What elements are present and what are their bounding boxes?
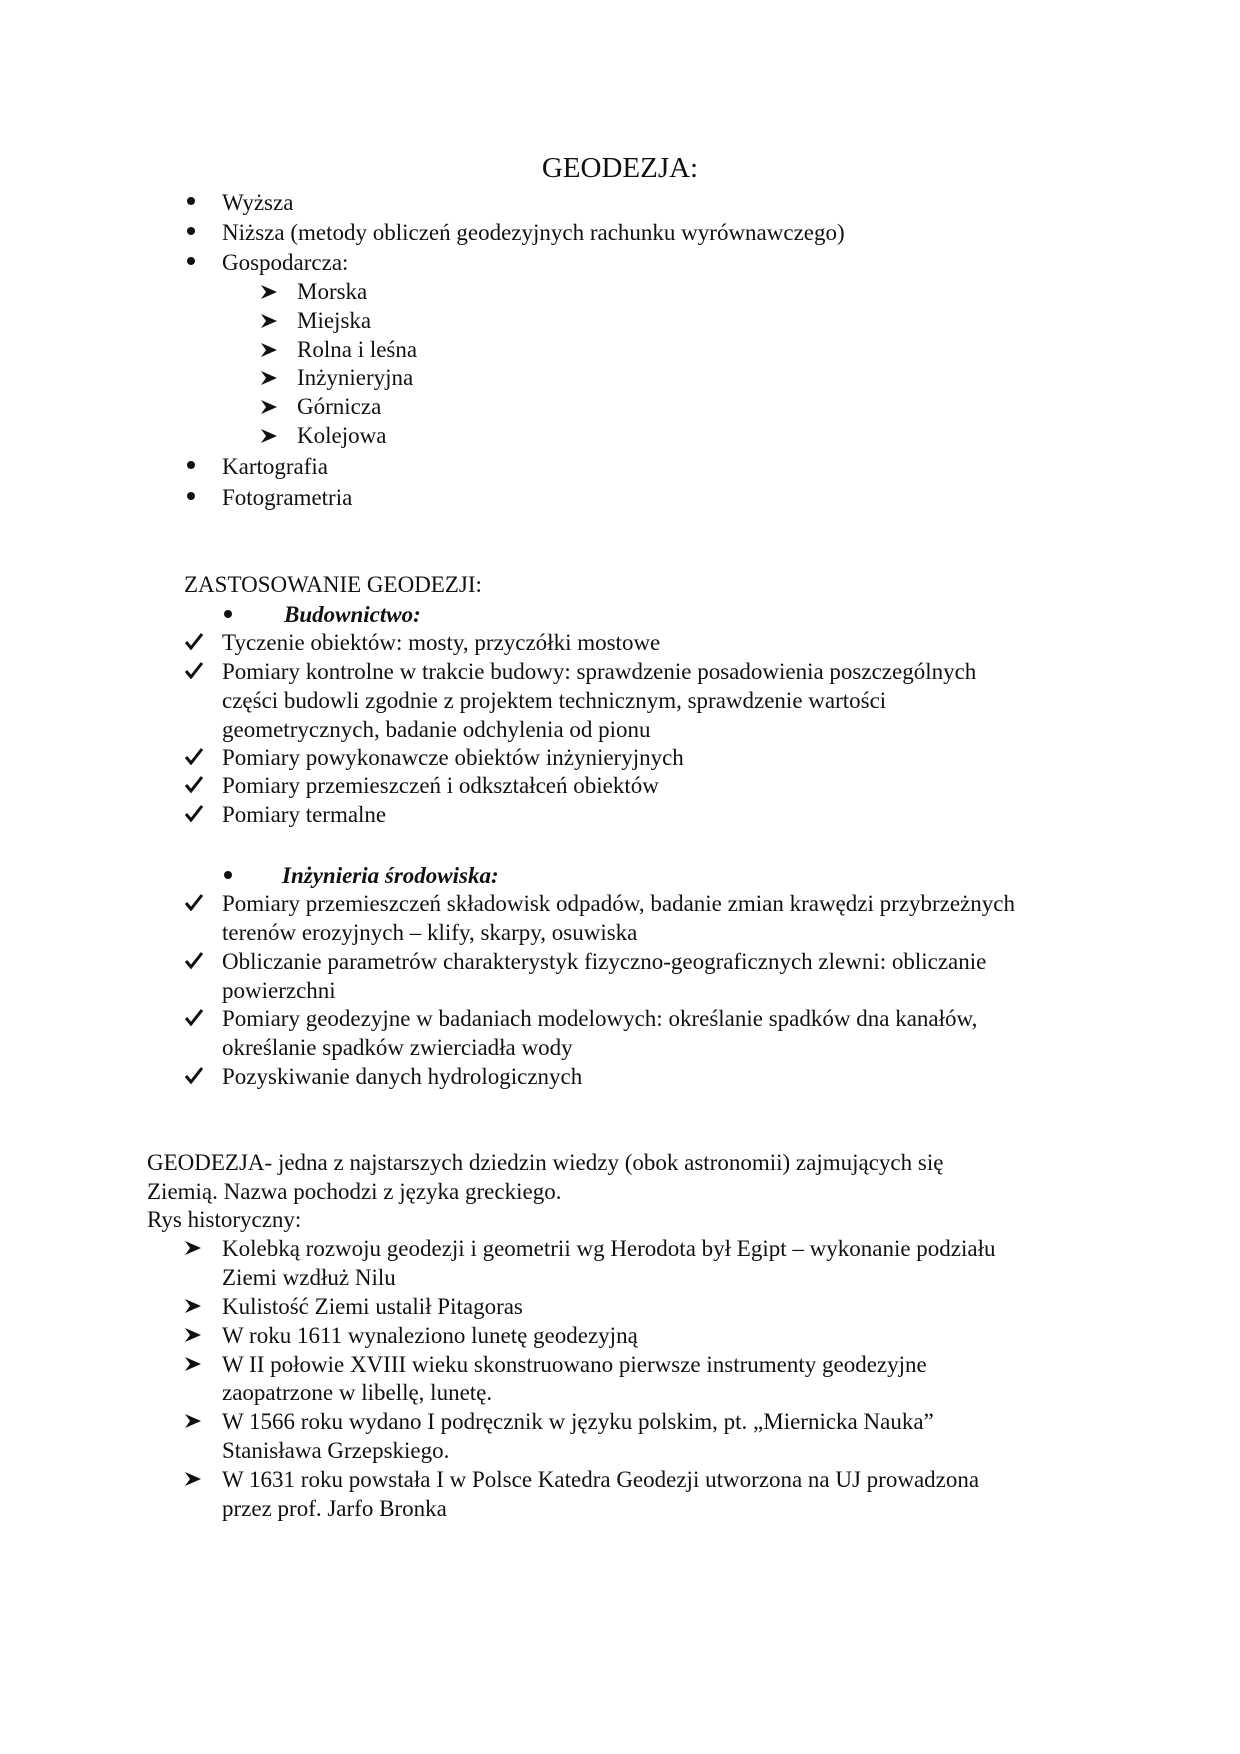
list-item: W II połowie XVIII wieku skonstruowano pierwsze instrumenty geodezyjne [222,1352,927,1377]
list-item: Pomiary geodezyjne w badaniach modelowych: określanie spadków dna kanałów, [222,1006,978,1031]
checkmark-icon [184,951,204,969]
list-item-continuation: terenów erozyjnych – klify, skarpy, osuwiska [222,920,638,945]
bullet-icon [187,227,195,235]
subsection-title: Inżynieria środowiska: [282,863,499,888]
list-item-continuation: określanie spadków zwierciadła wody [222,1035,573,1060]
list-item: Tyczenie obiektów: mosty, przyczółki mostowe [222,630,661,655]
checkmark-icon [184,747,204,765]
checkmark-icon [184,661,204,679]
history-label: Rys historyczny: [147,1207,302,1232]
list-item: W 1566 roku wydano I podręcznik w języku polskim, pt. „Miernicka Nauka” [222,1409,934,1434]
list-item: Gospodarcza: [222,250,349,275]
checkmark-icon [184,1066,204,1084]
list-item: Inżynieryjna [297,365,414,390]
arrow-bullet-icon [260,370,278,386]
list-item: Kulistość Ziemi ustalił Pitagoras [222,1294,523,1319]
arrow-bullet-icon [184,1471,202,1487]
list-item: Fotogrametria [222,485,353,510]
bullet-icon [224,871,232,879]
list-item: Wyższa [222,190,294,215]
list-item: Górnicza [297,394,382,419]
arrow-bullet-icon [184,1298,202,1314]
arrow-bullet-icon [184,1413,202,1429]
list-item: Miejska [297,308,372,333]
list-item: Obliczanie parametrów charakterystyk fizyczno-geograficznych zlewni: obliczanie [222,949,987,974]
arrow-bullet-icon [260,399,278,415]
bullet-icon [224,610,232,618]
definition-text: GEODEZJA- jedna z najstarszych dziedzin wiedzy (obok astronomii) zajmujących się [147,1150,944,1175]
checkmark-icon [184,775,204,793]
subsection-title: Budownictwo: [284,602,421,627]
list-item: Pomiary kontrolne w trakcie budowy: sprawdzenie posadowienia poszczególnych [222,659,977,684]
bullet-icon [187,492,195,500]
list-item-continuation: części budowli zgodnie z projektem technicznym, sprawdzenie wartości [222,688,887,713]
list-item: Niższa (metody obliczeń geodezyjnych rachunku wyrównawczego) [222,220,845,245]
list-item-continuation: Ziemi wzdłuż Nilu [222,1265,396,1290]
checkmark-icon [184,893,204,911]
checkmark-icon [184,1008,204,1026]
bullet-icon [187,197,195,205]
list-item: Pomiary przemieszczeń i odkształceń obiektów [222,773,659,798]
list-item: Pomiary powykonawcze obiektów inżynieryjnych [222,745,684,770]
bullet-icon [187,461,195,469]
list-item: Kolejowa [297,423,387,448]
arrow-bullet-icon [184,1356,202,1372]
list-item: W 1631 roku powstała I w Polsce Katedra Geodezji utworzona na UJ prowadzona [222,1467,980,1492]
arrow-bullet-icon [260,313,278,329]
list-item: Pomiary przemieszczeń składowisk odpadów, badanie zmian krawędzi przybrzeżnych [222,891,1015,916]
list-item: Pomiary termalne [222,802,387,827]
list-item: Pozyskiwanie danych hydrologicznych [222,1064,583,1089]
arrow-bullet-icon [184,1327,202,1343]
list-item-continuation: geometrycznych, badanie odchylenia od pionu [222,717,651,742]
list-item-continuation: powierzchni [222,978,336,1003]
arrow-bullet-icon [260,284,278,300]
definition-text: Ziemią. Nazwa pochodzi z języka greckiego. [147,1179,562,1204]
checkmark-icon [184,804,204,822]
list-item-continuation: Stanisława Grzepskiego. [222,1438,450,1463]
list-item: W roku 1611 wynaleziono lunetę geodezyjną [222,1323,638,1348]
list-item: Rolna i leśna [297,337,418,362]
arrow-bullet-icon [260,428,278,444]
list-item: Morska [297,279,368,304]
bullet-icon [187,257,195,265]
list-item: Kartografia [222,454,328,479]
section-heading: ZASTOSOWANIE GEODEZJI: [184,572,482,597]
checkmark-icon [184,632,204,650]
page-title: GEODEZJA: [541,152,699,184]
list-item-continuation: przez prof. Jarfo Bronka [222,1496,447,1521]
list-item: Kolebką rozwoju geodezji i geometrii wg Herodota był Egipt – wykonanie podziału [222,1236,996,1261]
arrow-bullet-icon [184,1240,202,1256]
arrow-bullet-icon [260,342,278,358]
list-item-continuation: zaopatrzone w libellę, lunetę. [222,1380,493,1405]
